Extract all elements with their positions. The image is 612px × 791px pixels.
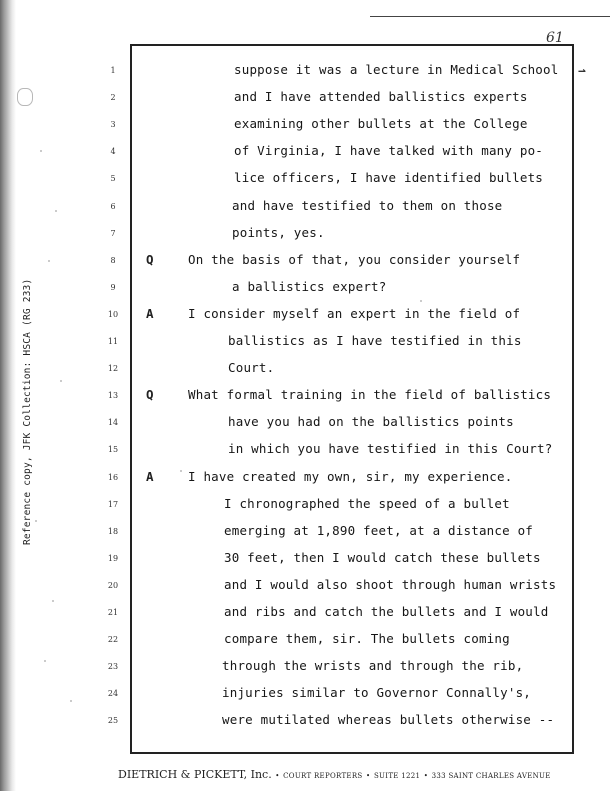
transcript-line: emerging at 1,890 feet, at a distance of [224, 522, 534, 538]
line-number: 9 [110, 282, 116, 292]
transcript-line: a ballistics expert? [232, 278, 387, 294]
punch-hole-mark [17, 88, 33, 106]
line-number: 24 [107, 689, 119, 699]
line-number: 7 [110, 228, 116, 238]
line-number: 14 [107, 418, 119, 428]
transcript-line: On the basis of that, you consider yourself [188, 251, 521, 267]
transcript-line: and I would also shoot through human wrists [224, 576, 557, 592]
scan-speckle [180, 470, 182, 472]
answer-marker: A [146, 305, 154, 321]
scan-speckle [55, 210, 57, 212]
scan-speckle [60, 380, 62, 382]
transcript-line: and ribs and catch the bullets and I would [224, 604, 549, 619]
transcript-line: and I have attended ballistics experts [234, 89, 528, 105]
scan-speckle [70, 700, 72, 702]
scan-speckle [48, 260, 50, 262]
transcript-line: through the wrists and through the rib, [222, 658, 524, 674]
handwritten-page-number: 61 [546, 30, 564, 46]
transcript-line: in which you have testified in this Court? [228, 441, 553, 457]
transcript-line: points, yes. [232, 224, 325, 240]
line-number: 19 [107, 553, 119, 563]
transcript-line: 30 feet, then I would catch these bullets [224, 549, 541, 565]
scan-edge-shadow [0, 0, 16, 791]
transcript-line: have you had on the ballistics points [228, 414, 514, 430]
transcript-line: were mutilated whereas bullets otherwise -- [222, 712, 555, 728]
line-number: 25 [107, 716, 119, 726]
transcript-line: compare them, sir. The bullets coming [224, 631, 510, 647]
page-frame-left [130, 44, 132, 754]
line-number: 8 [110, 255, 116, 265]
line-number: 15 [107, 445, 119, 455]
transcript-line: What formal training in the field of ballistics [188, 387, 552, 403]
transcript-line: ballistics as I have testified in this [228, 333, 522, 348]
line-number: 17 [107, 499, 119, 509]
line-number: 21 [107, 608, 119, 617]
page-frame-right [572, 44, 574, 754]
transcript-line: injuries similar to Governor Connally's, [222, 685, 532, 701]
page-frame-bottom [130, 752, 574, 754]
line-number: 10 [107, 309, 119, 319]
reference-copy-label: Reference copy, JFK Collection: HSCA (RG 233) [22, 278, 33, 545]
scan-speckle [40, 150, 42, 152]
page-frame-top [130, 44, 574, 46]
transcript-line: of Virginia, I have talked with many po- [234, 143, 544, 159]
line-number: 6 [110, 201, 116, 211]
footer-firm: DIETRICH & PICKETT, Inc. [118, 768, 272, 781]
transcript-line: examining other bullets at the College [234, 116, 528, 132]
margin-mark: ⇀ [578, 64, 586, 79]
footer-address: 333 SAINT CHARLES AVENUE [431, 772, 551, 780]
footer [118, 768, 598, 781]
footer-separator: • [275, 772, 280, 780]
transcript-line: and have testified to them on those [232, 197, 503, 213]
transcript-line: suppose it was a lecture in Medical School [234, 62, 559, 77]
line-number: 12 [107, 364, 119, 374]
line-number: 2 [110, 93, 116, 103]
footer-separator: • [423, 772, 429, 780]
question-marker: Q [146, 251, 154, 267]
transcript-line: lice officers, I have identified bullets [234, 170, 544, 186]
scan-artifact-line [370, 16, 610, 17]
transcript-line: I chronographed the speed of a bullet [224, 495, 510, 511]
line-number: 5 [110, 174, 116, 184]
answer-marker: A [146, 468, 154, 484]
line-number: 18 [107, 526, 119, 536]
line-number: 16 [107, 472, 119, 482]
line-number: 22 [107, 635, 119, 645]
footer-separator: • [366, 772, 371, 780]
scan-speckle [420, 300, 422, 302]
question-marker: Q [146, 387, 154, 403]
footer-suite: SUITE 1221 [373, 772, 421, 780]
scan-speckle [44, 660, 46, 662]
scan-speckle [35, 520, 37, 522]
scan-speckle [52, 600, 54, 602]
line-number: 11 [107, 337, 119, 346]
line-number: 13 [107, 391, 119, 401]
footer-role: COURT REPORTERS [283, 772, 363, 780]
transcript-line: Court. [228, 360, 275, 376]
line-number: 23 [107, 662, 119, 672]
transcript-line: I have created my own, sir, my experience. [188, 468, 513, 484]
line-number: 4 [110, 147, 116, 157]
line-number: 3 [110, 120, 116, 130]
line-number: 20 [107, 580, 119, 590]
line-number: 1 [110, 66, 116, 75]
transcript-line: I consider myself an expert in the field of [188, 305, 521, 321]
